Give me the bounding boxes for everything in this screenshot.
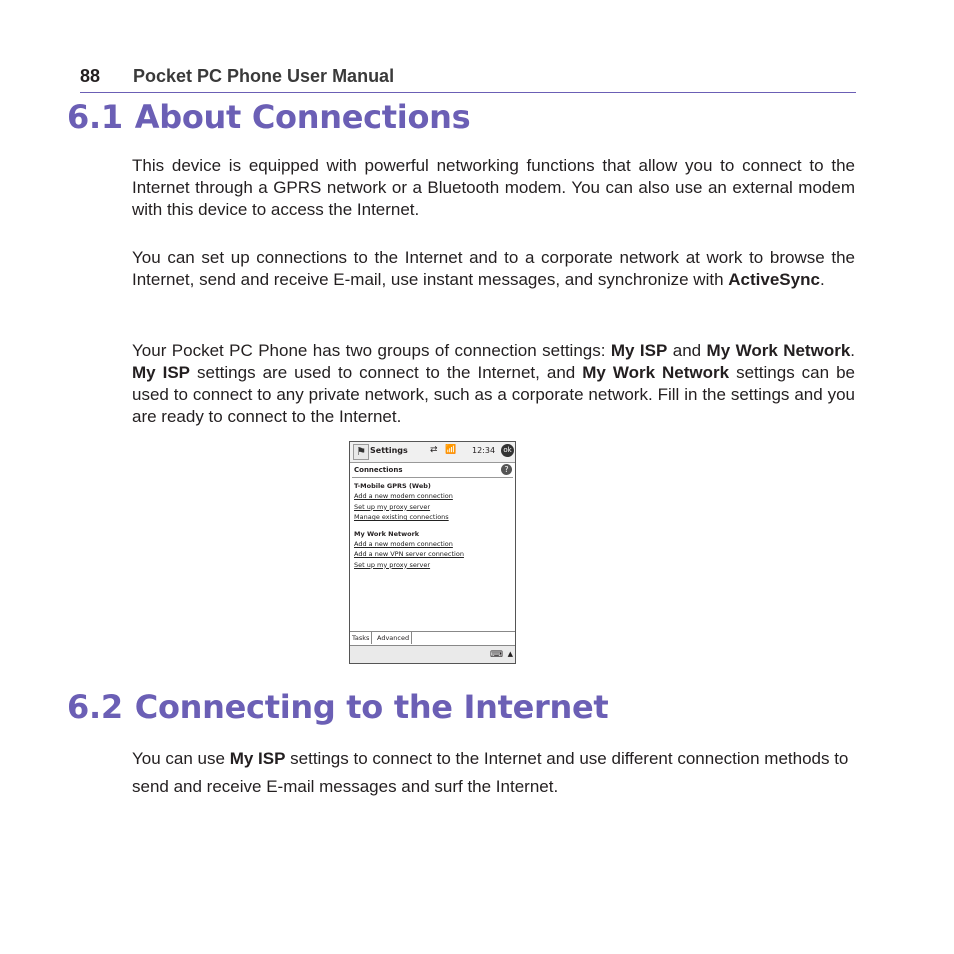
paragraph-text: . (819, 270, 825, 289)
link-add-modem-work[interactable]: Add a new modem connection (354, 539, 453, 548)
my-isp-term: My ISP (229, 749, 286, 768)
group-header-isp: T-Mobile GPRS (Web) (354, 482, 431, 490)
link-add-modem-isp[interactable]: Add a new modem connection (354, 492, 453, 500)
tab-advanced[interactable]: Advanced (375, 632, 412, 644)
my-isp-term: My ISP (610, 341, 668, 360)
paragraph-text: settings can be used to connect to any private network, such as a corporate network. Fill in the settings and you are ready to connect to the Internet. (132, 363, 855, 426)
activesync-term: ActiveSync (728, 270, 820, 289)
paragraph-text: Your Pocket PC Phone has two groups of connection settings: (132, 341, 611, 360)
ok-button[interactable]: ok (501, 444, 514, 457)
my-work-network-term: My Work Network (706, 341, 851, 360)
paragraph-text: settings are used to connect to the Internet, and (190, 363, 583, 382)
section-title-connecting (67, 688, 608, 726)
section-title-about-connections (67, 98, 470, 136)
paragraph-text: You can set up connections to the Internet and to a corporate network at work to browse the Internet, send and receive E-mail, use instant messages, and synchronize with (132, 248, 855, 289)
paragraph-text: . (850, 341, 856, 360)
group-header-work: My Work Network (354, 529, 420, 538)
section-title-text: Connecting to the Internet (134, 688, 609, 726)
device-tabs (350, 631, 515, 645)
signal-strength-icon: 📶 (445, 445, 457, 455)
page-number: 88 (80, 66, 101, 86)
device-subheader (352, 463, 513, 478)
my-work-network-term: My Work Network (582, 363, 730, 382)
paragraph-my-isp (132, 745, 855, 801)
connections-list (354, 480, 512, 570)
input-arrow-icon[interactable]: ▲ (507, 650, 513, 658)
pocket-pc-screenshot (349, 441, 516, 664)
paragraph-text: and (667, 341, 707, 360)
section-number: 6.1 (67, 98, 123, 136)
paragraph-text: You can use (132, 749, 230, 768)
device-subtitle: Connections (354, 466, 403, 474)
keyboard-icon[interactable]: ⌨ (490, 650, 503, 660)
section-title-text: About Connections (134, 98, 471, 136)
link-manage-connections[interactable]: Manage existing connections (354, 513, 449, 521)
device-clock: 12:34 (472, 446, 496, 455)
my-isp-term: My ISP (132, 363, 191, 382)
tab-tasks[interactable]: Tasks (350, 632, 372, 644)
link-proxy-work[interactable]: Set up my proxy server (354, 560, 431, 569)
paragraph-text: settings to connect to the Internet and use different connection methods to send and receive E-mail messages and surf the Internet. (132, 749, 849, 796)
device-menu-bar (350, 645, 515, 664)
windows-start-icon: ⚑ (353, 444, 369, 460)
link-proxy-isp[interactable]: Set up my proxy server (354, 502, 431, 511)
page-header (80, 66, 856, 93)
link-add-vpn[interactable]: Add a new VPN server connection (354, 550, 464, 558)
help-icon[interactable]: ? (501, 464, 512, 475)
device-title-bar (350, 442, 515, 463)
manual-title: Pocket PC Phone User Manual (133, 66, 395, 86)
paragraph-settings-groups (132, 340, 855, 428)
paragraph-intro: This device is equipped with powerful networking functions that allow you to connect to the Internet through a GPRS network or a Bluetooth modem. You can also use an external modem with this device to access the Internet. (132, 156, 855, 219)
section-number: 6.2 (67, 688, 123, 726)
device-title: Settings (370, 446, 408, 455)
paragraph-setup (132, 247, 855, 291)
sync-arrows-icon: ⇄ (430, 445, 438, 455)
